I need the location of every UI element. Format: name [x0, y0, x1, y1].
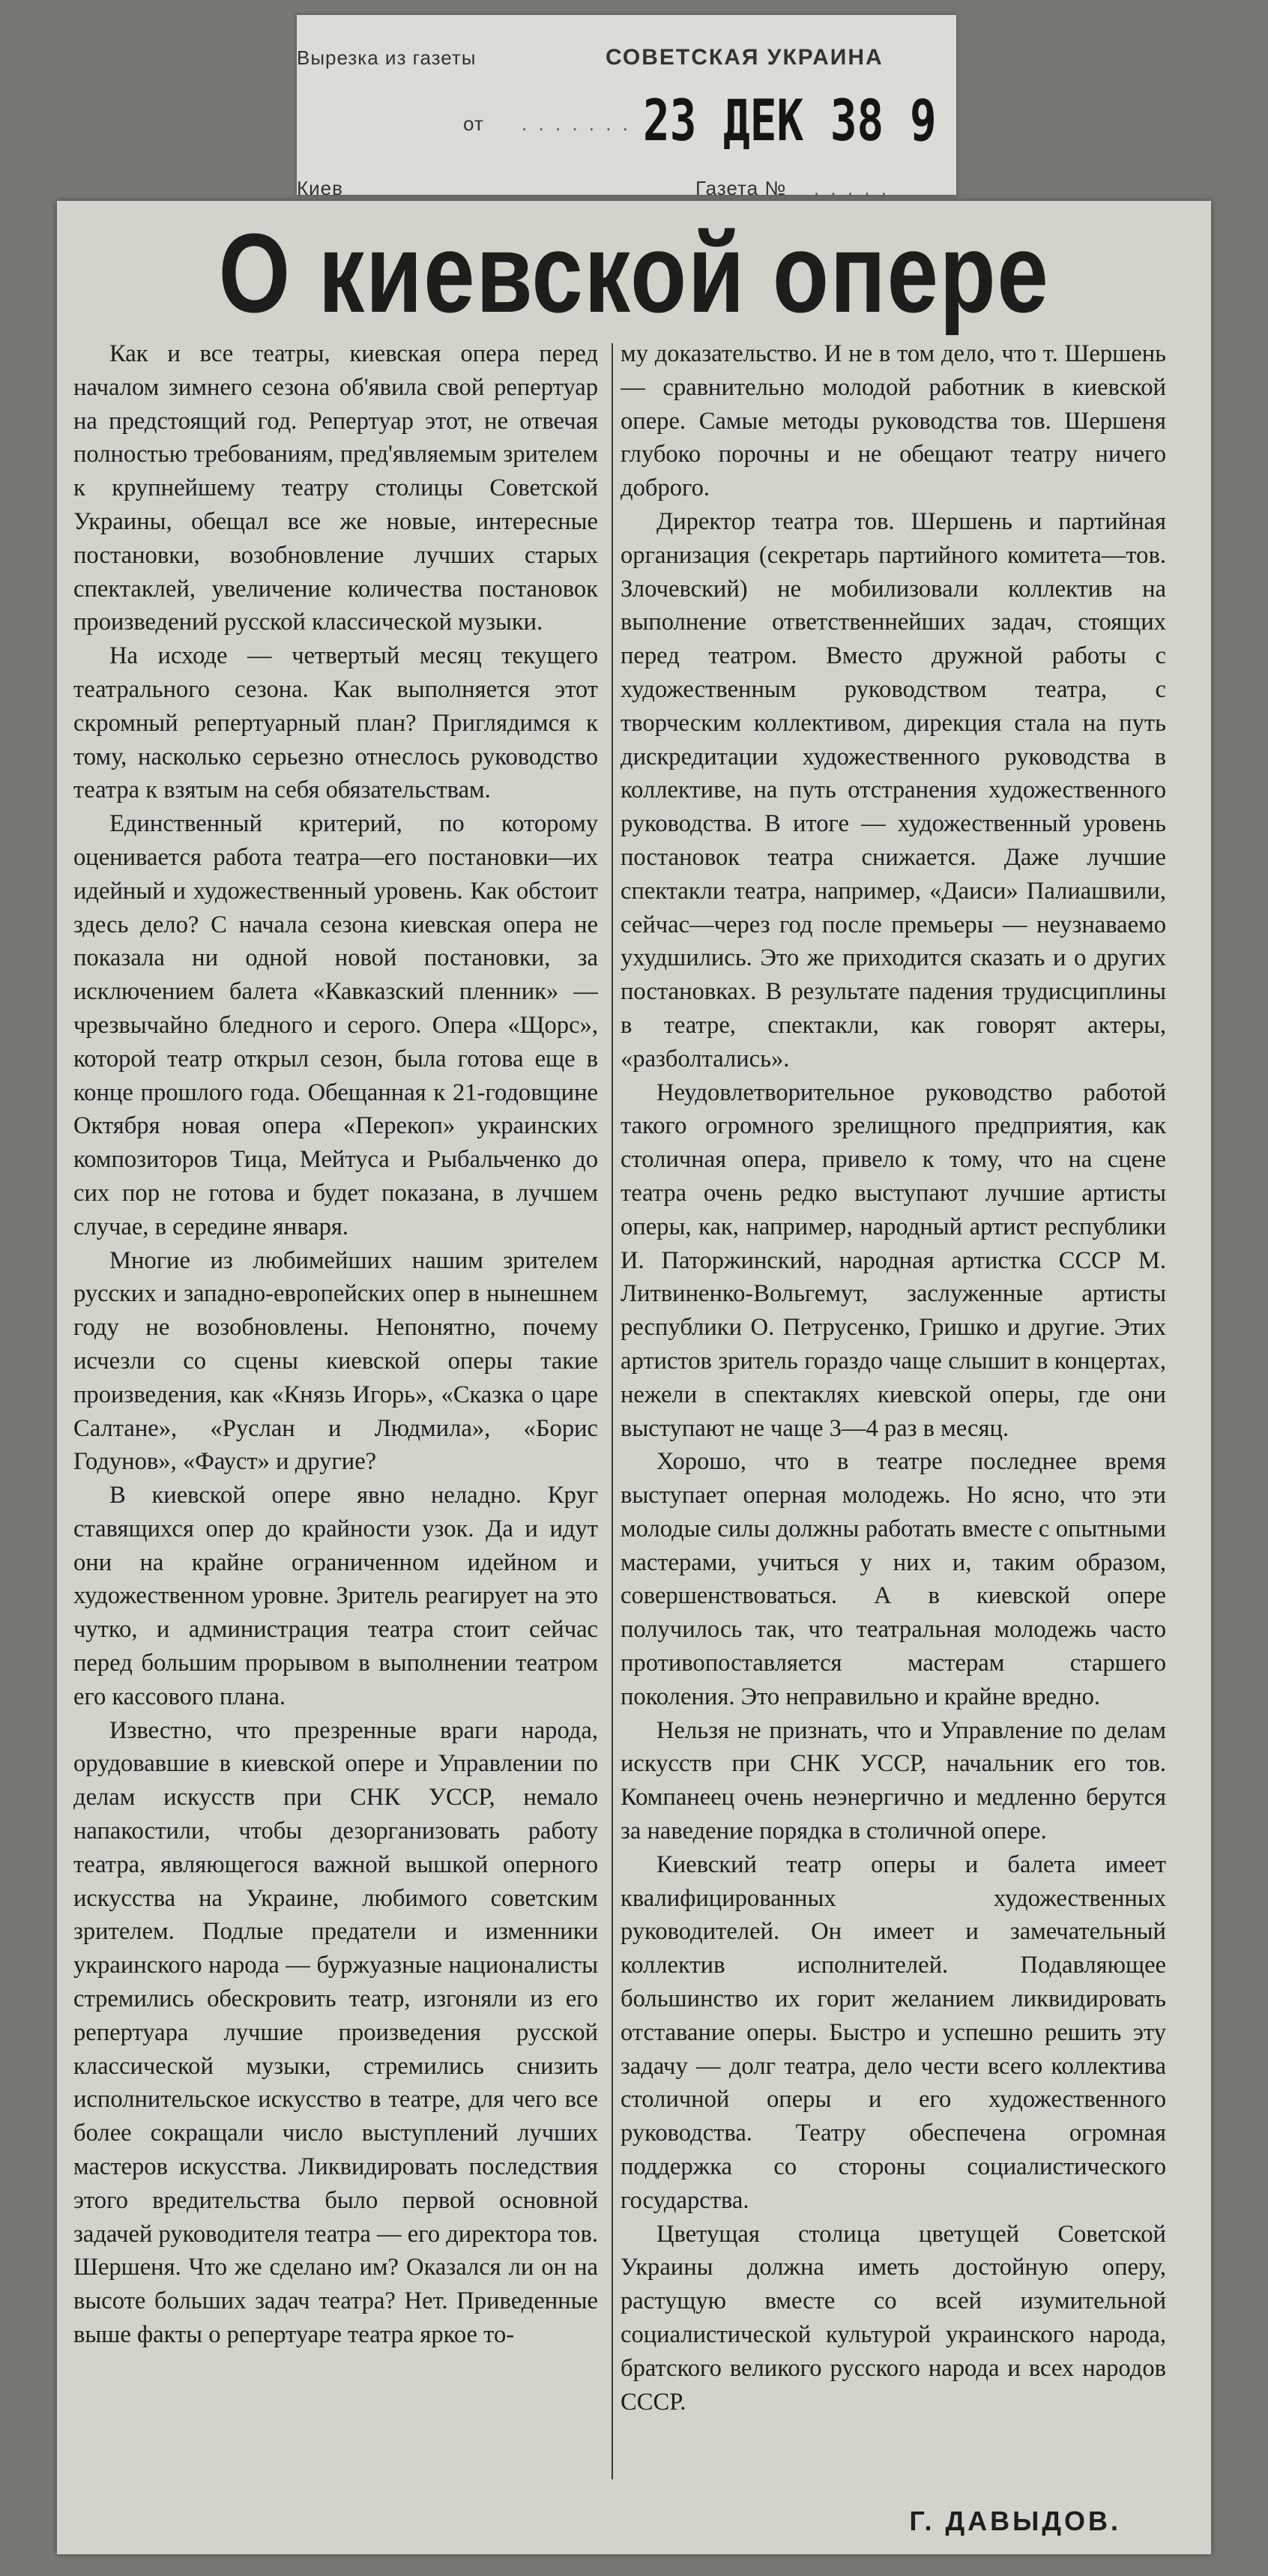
paragraph: Киевский театр оперы и балета имеет квалифицированных художественных руководителей. Он имеет и замечательный коллектив исполнителей. Подавляющее большинство их горит желанием ликвидировать отставание оперы. Быстро и успешно решить эту задачу — долг театра, дело чести всего коллектива столичной оперы и его художественного руководства. Театру обеспечена огромная поддержка со стороны социалистического государства.: [621, 1850, 1166, 2214]
paragraph: В киевской опере явно неладно. Круг ставящихся опер до крайности узок. Да и идут они на крайне ограниченном идейном и художественном уровне. Зритель реагирует на это чутко, и администрация театра стоит сейчас перед большим прорывом в выполнении театром его кассового плана.: [73, 1482, 598, 1710]
paragraph: Известно, что презренные враги народа, орудовавшие в киевской опере и Управлении по делам искусств при СНК УССР, немало напакостили, чтобы дезорганизовать работу театра, являющегося важной вышкой оперного искусства на Украине, любимого советским зрителем. Подлые предатели и изменники украинского народа — буржуазные националисты стремились обескровить театр, изгоняли из его репертуара лучшие произведения русской классической музыки, стремились снизить исполнительское искусство в театре, для чего все более сокращали число выступлений лучших мастеров искусства. Ликвидировать последствия этого вредительства было первой основной задачей руководителя театра — его директора тов. Шершеня. Что же сделано им? Оказался ли он на высоте больших задач театра? Нет. Приведенные выше факты о репертуаре театра яркое то-: [73, 1716, 598, 2349]
newspaper-name: СОВЕТСКАЯ УКРАИНА: [606, 45, 884, 70]
paragraph: Как и все театры, киевская опера перед началом зимнего сезона об'явила свой репертуар на предстоящий год. Репертуар этот, не отвечая полностью требованиям, пред'являемым зрителем к крупнейшему театру столицы Советской Украины, обещал все же новые, интересные постановки, возобновление лучших старых спектаклей, увеличение количества постановок произведений русской классической музыки.: [73, 340, 598, 636]
paragraph: Директор театра тов. Шершень и партийная организация (секретарь партийного комитета—тов. Злочевский) не мобилизовали коллектив на выполнение ответственнейших задач, стоящих перед театром. Вместо дружной работы с художественным руководством театра, с творческим коллективом, дирекция стала на путь дискредитации художественного руководства в коллективе, на путь отстранения художественного руководства. В итоге — художественный уровень постановок театра снижается. Даже лучшие спектакли театра, например, «Даиси» Палиашвили, сейчас—через год после премьеры — неузнаваемо ухудшились. Это же приходится сказать и о других постановках. В результате падения трудисциплины в театре, спектакли, как говорят актеры, «разболтались».: [621, 507, 1166, 1073]
column-divider: [612, 343, 613, 2479]
paragraph: му доказательство. И не в том дело, что т. Шершень — сравнительно молодой работник в киевской опере. Самые методы руководства тов. Шершеня глубоко порочны и не обещают театру ничего доброго.: [621, 340, 1166, 502]
article-title: О киевской опере: [218, 210, 1050, 336]
paragraph: Нельзя не признать, что и Управление по делам искусств при СНК УССР, начальник его тов. Компанеец очень неэнергично и медленно берутся за наведение порядка в столичной опере.: [621, 1716, 1166, 1845]
newspaper-clipping: [57, 201, 1211, 2554]
clipping-stamp: [297, 15, 956, 199]
clipping-label: Вырезка из газеты: [297, 46, 477, 69]
paragraph: На исходе — четвертый месяц текущего театрального сезона. Как выполняется этот скромный репертуарный план? Приглядимся к тому, насколько серьезно отнеслось руководство театра к взятым на себя обязательствам.: [73, 642, 598, 804]
paragraph: Многие из любимейших нашим зрителем русских и западно-европейских опер в нынешнем году не возобновлены. Непонятно, почему исчезли со сцены киевской оперы такие произведения, как «Князь Игорь», «Сказка о царе Салтане», «Руслан и Людмила», «Борис Годунов», «Фауст» и другие?: [73, 1246, 598, 1476]
issue-label: Газета №: [695, 177, 787, 199]
paragraph: Неудовлетворительное руководство работой такого огромного зрелищного предприятия, как столичная опера, привело к тому, что на сцене театра очень редко выступают лучшие артисты оперы, как, например, народный артист республики И. Паторжинский, народная артистка СССР М. Литвиненко-Вольгемут, заслуженные артисты республики О. Петрусенко, Гришко и другие. Этих артистов зритель гораздо чаще слышит в концертах, нежели в спектаклях киевской оперы, где они выступают не чаще 3—4 раз в месяц.: [621, 1079, 1166, 1442]
date-label: от: [463, 112, 484, 135]
date-stamp-suffix: 9: [910, 87, 937, 154]
article-column-left: [73, 337, 598, 2492]
date-dots: . . . . . . .: [522, 112, 631, 135]
city-label: Киев: [297, 177, 343, 199]
paragraph: Единственный критерий, по которому оценивается работа театра—его постановки—их идейный и художественный уровень. Как обстоит здесь дело? С начала сезона киевская опера не показала ни одной новой постановки, за исключением балета «Кавказский пленник» — чрезвычайно бледного и серого. Опера «Щорс», которой театр открыл сезон, была готова еще в конце прошлого года. Обещанная к 21-годовщине Октября новая опера «Перекоп» украинских композиторов Тица, Мейтуса и Рыбальченко до сих пор не готова и будет показана, в лучшем случае, в середине января.: [73, 810, 598, 1240]
paragraph: Цветущая столица цветущей Советской Украины должна иметь достойную оперу, растущую вместе со всей изумительной социалистической культурой украинского народа, братского великого русского народа и всех народов СССР.: [621, 2220, 1166, 2416]
paragraph: Хорошо, что в театре последнее время выступает оперная молодежь. Но ясно, что эти молодые силы должны работать вместе с опытными мастерами, учиться у них и, таким образом, совершенствоваться. А в киевской опере получилось так, что театральная молодежь часто противопоставляется мастерам старшего поколения. Это неправильно и крайне вредно.: [621, 1448, 1166, 1710]
author-signature: Г. ДАВЫДОВ.: [909, 2506, 1121, 2536]
article-column-right: [621, 337, 1166, 2492]
issue-dots: . . . . .: [814, 177, 890, 199]
date-stamp: 23 ДЕК 38: [643, 87, 884, 154]
